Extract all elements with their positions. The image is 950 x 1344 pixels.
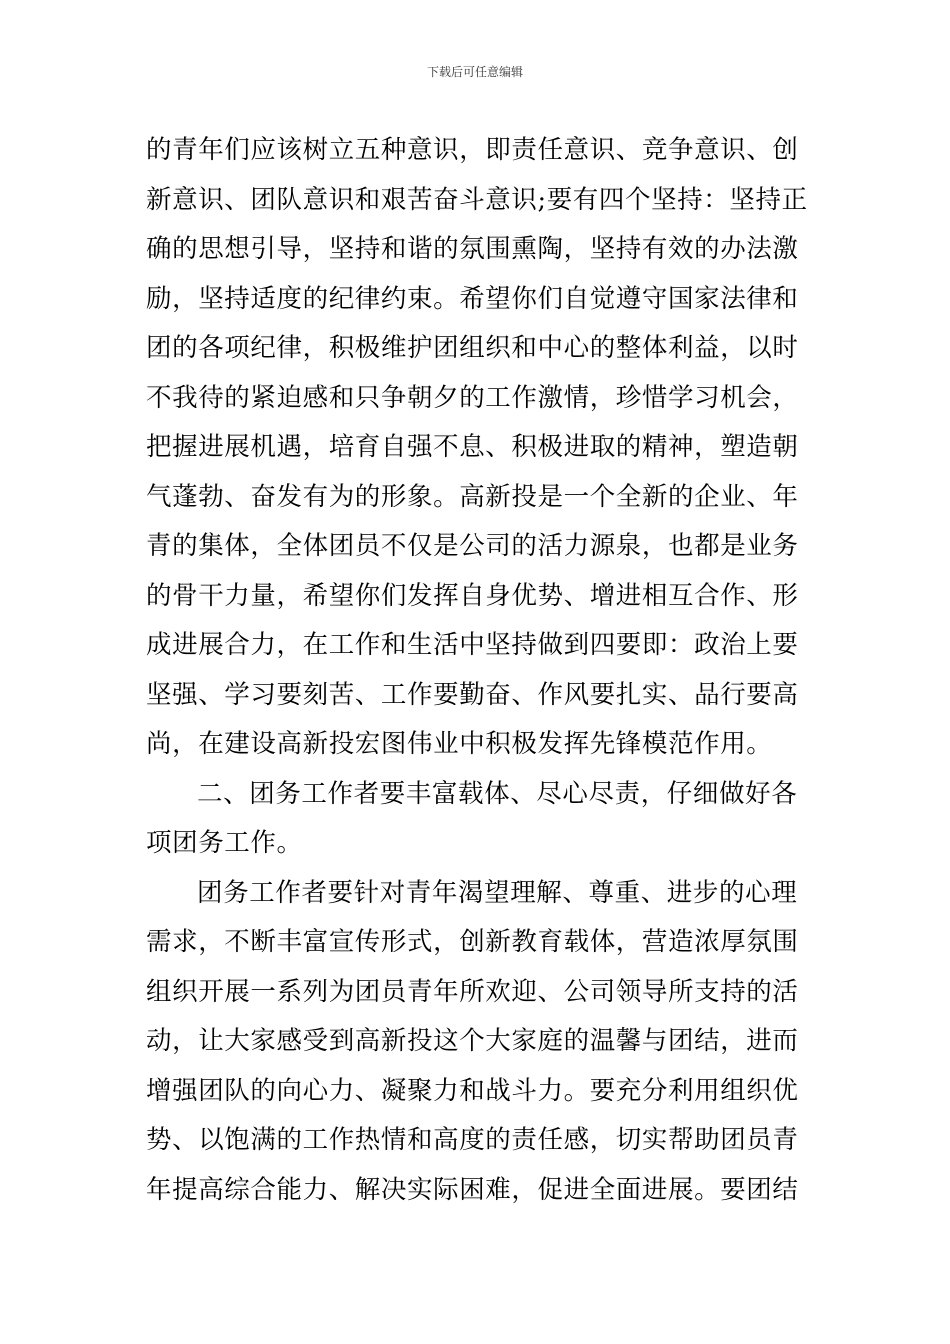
text-line: 的骨干力量，希望你们发挥自身优势、增进相互合作、形 [146, 580, 799, 611]
text-line: 年提高综合能力、解决实际困难，促进全面进展。要团结 [146, 1174, 799, 1205]
text-line: 动，让大家感受到高新投这个大家庭的温馨与团结，进而 [146, 1026, 799, 1056]
text-line: 团务工作者要针对青年渴望理解、尊重、进步的心理 [197, 877, 798, 908]
text-line: 组织开展一系列为团员青年所欢迎、公司领导所支持的活 [146, 976, 799, 1007]
text-line: 尚，在建设高新投宏图伟业中积极发挥先锋模范作用。 [146, 729, 773, 759]
text-line: 需求，不断丰富宣传形式，创新教育载体，营造浓厚氛围 [146, 927, 799, 957]
text-line: 气蓬勃、奋发有为的形象。高新投是一个全新的企业、年 [146, 481, 799, 512]
body-text [146, 126, 812, 1215]
text-line: 增强团队的向心力、凝聚力和战斗力。要充分利用组织优 [146, 1075, 799, 1106]
text-line: 坚强、学习要刻苦、工作要勤奋、作风要扎实、品行要高 [146, 679, 799, 710]
text-line: 成进展合力，在工作和生活中坚持做到四要即：政治上要 [146, 630, 799, 660]
text-line: 励，坚持适度的纪律约束。希望你们自觉遵守国家法律和 [146, 283, 799, 314]
text-line: 项团务工作。 [146, 828, 303, 858]
text-line: 势、以饱满的工作热情和高度的责任感，切实帮助团员青 [146, 1125, 799, 1155]
text-line: 团的各项纪律，积极维护团组织和中心的整体利益，以时 [146, 333, 799, 363]
header-note: 下载后可任意编辑 [426, 65, 523, 79]
text-line: 青的集体，全体团员不仅是公司的活力源泉，也都是业务 [146, 531, 799, 561]
text-line: 新意识、团队意识和艰苦奋斗意识;要有四个坚持：坚持正 [146, 184, 808, 215]
text-line: 二、团务工作者要丰富载体、尽心尽责，仔细做好各 [197, 778, 798, 809]
text-line: 把握进展机遇，培育自强不息、积极进取的精神，塑造朝 [146, 432, 799, 462]
text-line: 不我待的紧迫感和只争朝夕的工作激情，珍惜学习机会， [146, 382, 799, 413]
text-line: 确的思想引导，坚持和谐的氛围熏陶，坚持有效的办法激 [146, 234, 799, 264]
text-line: 的青年们应该树立五种意识，即责任意识、竞争意识、创 [146, 135, 799, 165]
